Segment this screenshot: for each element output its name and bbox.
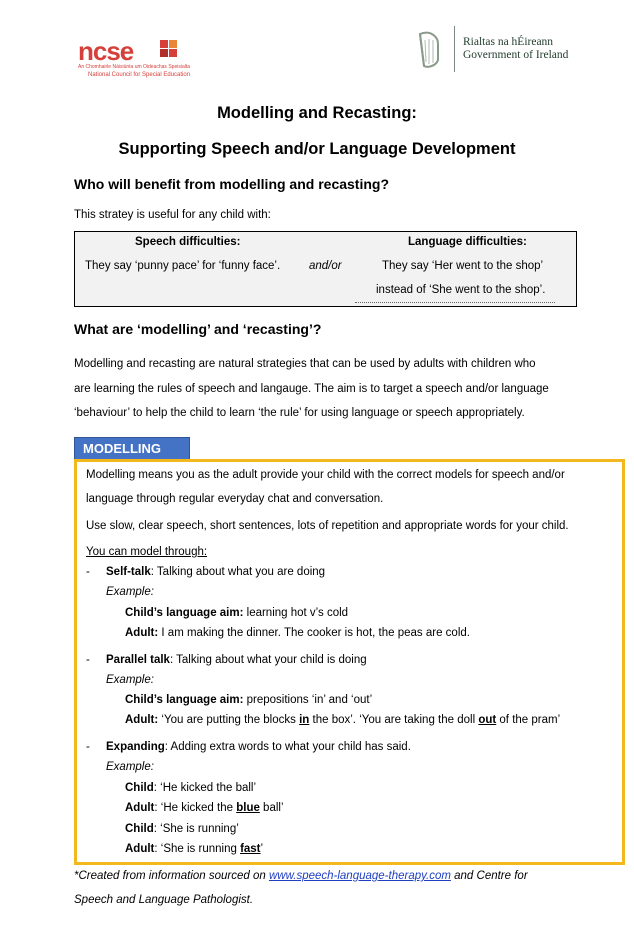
adult-text: ball’ (259, 802, 284, 814)
footer-source (74, 870, 528, 882)
self-talk-desc: : Talking about what you are doing (150, 566, 326, 578)
aim-label: Child’s language aim: (125, 607, 244, 619)
parallel-adult (125, 714, 560, 726)
modelling-tab (74, 437, 190, 461)
bullet-dash: - (86, 566, 90, 578)
aim-text: learning hot v’s cold (243, 607, 349, 619)
expanding-adult-2 (125, 843, 263, 855)
adult-label: Adult: (125, 714, 159, 726)
self-talk-aim (125, 607, 348, 619)
child-text: : ‘She is running’ (153, 823, 239, 835)
parallel-talk-item (106, 654, 367, 666)
language-header: Language difficulties: (408, 236, 527, 248)
example-word: Example (106, 586, 151, 598)
table-divider (355, 302, 555, 303)
example-colon: : (150, 674, 154, 686)
bullet-dash: - (86, 741, 90, 753)
modelling-intro-1: Modelling means you as the adult provide your child with the correct models for speech and/or (86, 469, 565, 481)
parallel-talk-term: Parallel talk (106, 654, 170, 666)
benefit-heading: Who will benefit from modelling and recasting? (74, 176, 390, 192)
bullet-dash: - (86, 654, 90, 666)
emphasis-fast: fast (240, 843, 261, 855)
expanding-adult-1 (125, 802, 284, 814)
parallel-aim (125, 694, 372, 706)
child-label: Child (125, 823, 154, 835)
adult-text: : ‘He kicked the (154, 802, 237, 814)
expanding-term: Expanding (106, 741, 165, 753)
language-example-1: They say ‘Her went to the shop’ (382, 260, 544, 272)
logo-square-icon (160, 40, 168, 48)
adult-text: the box’. ‘You are taking the doll (309, 714, 479, 726)
what-heading: What are ‘modelling’ and ‘recasting’? (74, 321, 322, 337)
page-title: Modelling and Recasting: (217, 104, 417, 122)
adult-text: of the pram’ (496, 714, 561, 726)
example-label (106, 761, 154, 773)
ncse-irish-name: An Chomhairle Náisiúnta um Oideachas Speisialta (78, 64, 191, 70)
adult-text: I am making the dinner. The cooker is hot, the peas are cold. (158, 627, 470, 639)
self-talk-item (106, 566, 325, 578)
harp-icon (416, 30, 442, 70)
emphasis-out: out (478, 714, 497, 726)
example-colon: : (150, 586, 154, 598)
speech-example: They say ‘punny pace’ for ‘funny face’. (85, 260, 281, 272)
logo-divider (454, 26, 455, 72)
expanding-desc: : Adding extra words to what your child has said. (164, 741, 411, 753)
modelling-tab-label: MODELLING (83, 441, 161, 456)
what-line: ‘behaviour’ to help the child to learn ‘the rule’ for using language or speech appropriately. (74, 407, 525, 419)
gov-name-irish: Rialtas na hÉireann (463, 36, 554, 48)
modelling-tips: Use slow, clear speech, short sentences, lots of repetition and appropriate words for your child. (86, 520, 569, 532)
example-colon: : (150, 761, 154, 773)
example-word: Example (106, 674, 151, 686)
difficulties-table (74, 231, 577, 307)
ncse-wordmark: ncse (78, 36, 134, 66)
adult-label: Adult (125, 843, 155, 855)
adult-text: : ‘She is running (154, 843, 241, 855)
modelling-intro-2: language through regular everyday chat and conversation. (86, 493, 384, 505)
what-line: Modelling and recasting are natural strategies that can be used by adults with children who (74, 358, 536, 370)
andor-label: and/or (309, 260, 342, 272)
logo-square-icon (160, 49, 168, 57)
model-through-label: You can model through: (86, 546, 208, 558)
example-label (106, 586, 154, 598)
child-text: : ‘He kicked the ball’ (153, 782, 257, 794)
adult-text: ’ (260, 843, 264, 855)
self-talk-adult (125, 627, 470, 639)
language-example-2: instead of ‘She went to the shop’. (376, 284, 546, 296)
logo-square-icon (169, 40, 177, 48)
source-link[interactable]: www.speech-language-therapy.com (268, 870, 451, 882)
aim-text: prepositions ‘in’ and ‘out’ (243, 694, 373, 706)
ncse-logo (78, 36, 191, 84)
footer-text: *Created from information sourced on (74, 870, 269, 882)
adult-label: Adult: (125, 627, 159, 639)
child-label: Child (125, 782, 154, 794)
what-paragraph (74, 352, 594, 426)
parallel-talk-desc: : Talking about what your child is doing (169, 654, 367, 666)
self-talk-term: Self-talk (106, 566, 151, 578)
modelling-box (74, 459, 625, 865)
gov-name-english: Government of Ireland (463, 49, 569, 61)
footer-text: and Centre for (450, 870, 528, 882)
what-line: are learning the rules of speech and langauge. The aim is to target a speech and/or language (74, 382, 549, 395)
aim-label: Child’s language aim: (125, 694, 244, 706)
example-label (106, 674, 154, 686)
expanding-child-2 (125, 823, 239, 835)
adult-text: ‘You are putting the blocks (158, 714, 300, 726)
expanding-item (106, 741, 411, 753)
benefit-intro: This stratey is useful for any child with: (74, 209, 271, 221)
page-subtitle: Supporting Speech and/or Language Development (118, 140, 516, 158)
speech-header: Speech difficulties: (135, 236, 241, 248)
emphasis-blue: blue (236, 802, 260, 814)
footer-source-line2: Speech and Language Pathologist. (74, 894, 254, 906)
adult-label: Adult (125, 802, 155, 814)
logo-square-icon (169, 49, 177, 57)
ncse-english-name: National Council for Special Education (88, 72, 191, 78)
example-word: Example (106, 761, 151, 773)
expanding-child-1 (125, 782, 256, 794)
emphasis-in: in (299, 714, 310, 726)
